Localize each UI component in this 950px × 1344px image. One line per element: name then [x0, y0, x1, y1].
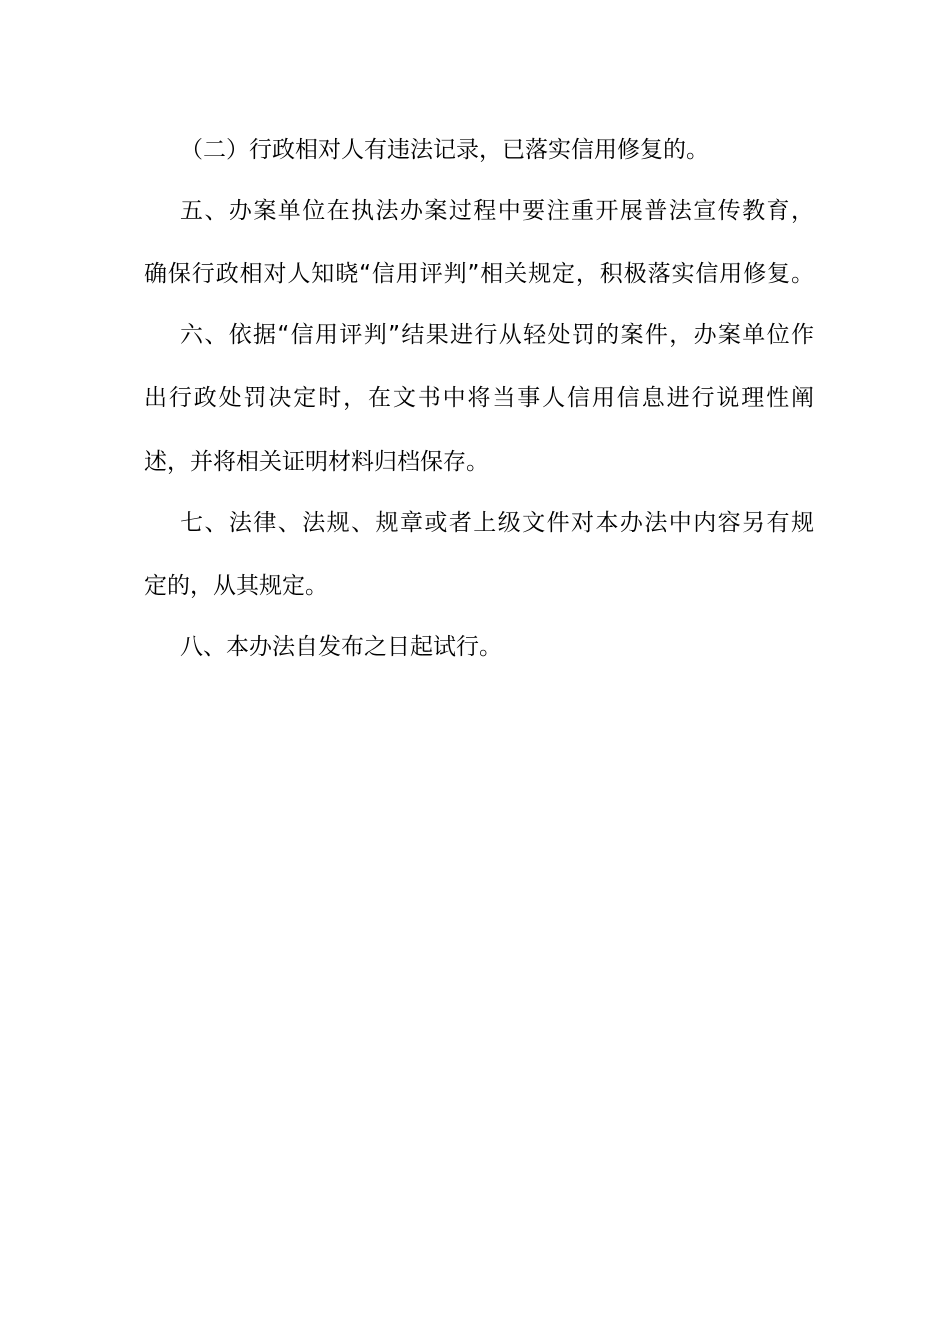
paragraph-line: （二）行政相对人有违法记录，已落实信用修复的。 — [180, 137, 709, 163]
paragraph-line: 确保行政相对人知晓“信用评判”相关规定，积极落实信用修复。 — [144, 261, 814, 287]
paragraph-line: 七、法律、法规、规章或者上级文件对本办法中内容另有规 — [180, 510, 814, 536]
paragraph-line: 出行政处罚决定时，在文书中将当事人信用信息进行说理性阐 — [144, 385, 814, 411]
paragraph-line: 五、办案单位在执法办案过程中要注重开展普法宣传教育， — [180, 198, 814, 224]
paragraph-line: 六、依据“信用评判”结果进行从轻处罚的案件，办案单位作 — [180, 322, 814, 348]
paragraph-line: 八、本办法自发布之日起试行。 — [180, 634, 502, 660]
paragraph-line: 定的，从其规定。 — [144, 573, 328, 599]
paragraph-line: 述，并将相关证明材料归档保存。 — [144, 449, 489, 475]
